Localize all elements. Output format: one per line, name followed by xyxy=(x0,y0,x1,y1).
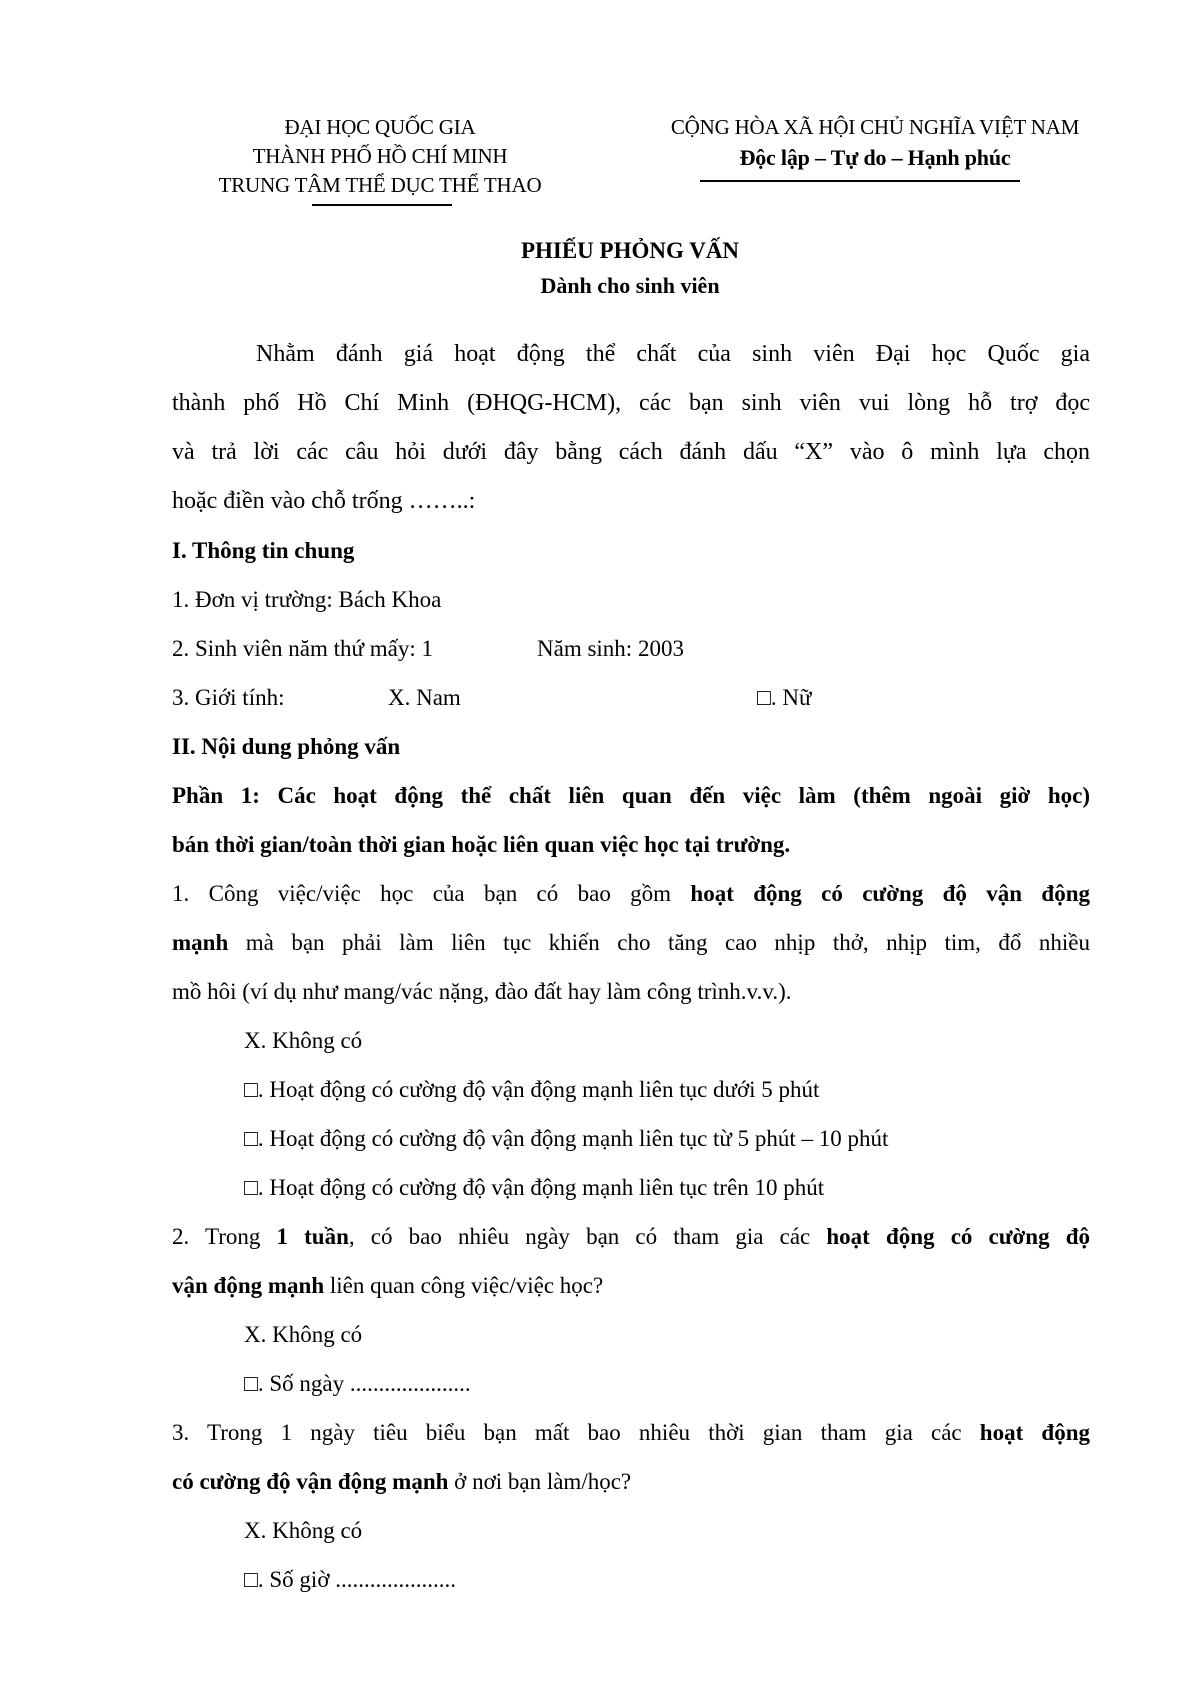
intro-line: hoặc điền vào chỗ trống ……..: xyxy=(172,488,476,514)
q1-option-5-to-10[interactable]: □. Hoạt động có cường độ vận động mạnh liên tục từ 5 phút – 10 phút xyxy=(244,1126,889,1151)
field-gender xyxy=(172,673,1090,722)
question-2-line xyxy=(172,1261,1090,1310)
q3-option-hours[interactable]: □. Số giờ ..................... xyxy=(244,1567,456,1592)
q2-option-none[interactable]: X. Không có xyxy=(244,1322,363,1347)
national-motto: Độc lập – Tự do – Hạnh phúc xyxy=(739,145,1011,170)
q1-option-over-10[interactable]: □. Hoạt động có cường độ vận động mạnh liên tục trên 10 phút xyxy=(244,1175,825,1200)
part1-heading-line: bán thời gian/toàn thời gian hoặc liên quan việc học tại trường. xyxy=(172,832,791,857)
header-right-underline xyxy=(700,180,1020,182)
question-3-line xyxy=(172,1457,1090,1506)
q1-text: mà bạn phải làm liên tục khiến cho tăng cao nhịp thở, nhịp tim, đổ nhiều xyxy=(228,930,1090,955)
form-subtitle: Dành cho sinh viên xyxy=(540,273,720,298)
header-left-underline xyxy=(312,204,452,206)
question-1-line: mồ hôi (ví dụ như mang/vác nặng, đào đất hay làm công trình.v.v.). xyxy=(172,979,792,1004)
q2-text: liên quan công việc/việc học? xyxy=(324,1273,604,1298)
intro-line: thành phố Hồ Chí Minh (ĐHQG-HCM), các bạn sinh viên vui lòng hỗ trợ đọc xyxy=(172,390,1090,416)
q3-emphasis: có cường độ vận động mạnh xyxy=(172,1469,449,1494)
university-name: ĐẠI HỌC QUỐC GIA xyxy=(284,115,476,139)
section-heading-interview-content: II. Nội dung phỏng vấn xyxy=(172,734,401,759)
field-year-of-study xyxy=(172,624,1090,673)
form-title: PHIẾU PHỎNG VẤN xyxy=(520,238,740,263)
question-2-line xyxy=(172,1212,1090,1261)
q2-emphasis: hoạt động có cường độ xyxy=(826,1224,1091,1249)
field-school-unit: 1. Đơn vị trường: Bách Khoa xyxy=(172,587,442,612)
q3-option-none[interactable]: X. Không có xyxy=(244,1518,363,1543)
intro-line: và trả lời các câu hỏi dưới đây bằng cách đánh dấu “X” vào ô mình lựa chọn xyxy=(172,439,1090,465)
year-of-study-text: 2. Sinh viên năm thứ mấy: 1 xyxy=(172,636,433,661)
city-name: THÀNH PHỐ HỒ CHÍ MINH xyxy=(252,144,508,168)
question-3-line xyxy=(172,1408,1090,1457)
q2-option-days[interactable]: □. Số ngày ..................... xyxy=(244,1371,471,1396)
q2-emphasis: vận động mạnh xyxy=(172,1273,325,1298)
gender-option-male[interactable]: X. Nam xyxy=(388,685,461,710)
q2-text: 2. Trong xyxy=(172,1224,277,1249)
q3-text: 3. Trong 1 ngày tiêu biểu bạn mất bao nhiêu thời gian tham gia các xyxy=(172,1420,980,1445)
question-1-line xyxy=(172,918,1090,967)
section-heading-general-info: I. Thông tin chung xyxy=(172,538,355,563)
intro-line: Nhằm đánh giá hoạt động thể chất của sinh viên Đại học Quốc gia xyxy=(256,341,1090,367)
q1-text: 1. Công việc/việc học của bạn có bao gồm xyxy=(172,881,691,906)
national-header xyxy=(625,113,1125,172)
q1-option-under-5[interactable]: □. Hoạt động có cường độ vận động mạnh liên tục dưới 5 phút xyxy=(244,1077,820,1102)
gender-label: 3. Giới tính: xyxy=(172,685,285,710)
institution-header xyxy=(170,113,590,200)
form-body xyxy=(172,330,1090,1604)
q3-text: ở nơi bạn làm/học? xyxy=(448,1469,632,1494)
q1-option-none[interactable]: X. Không có xyxy=(244,1028,363,1053)
q1-emphasis: hoạt động có cường độ vận động xyxy=(690,881,1090,906)
q2-text: , có bao nhiêu ngày bạn có tham gia các xyxy=(348,1224,827,1249)
q3-emphasis: hoạt động xyxy=(979,1420,1090,1445)
intro-paragraph xyxy=(172,330,1090,526)
gender-option-female[interactable]: □. Nữ xyxy=(757,685,812,710)
center-name: TRUNG TÂM THỂ DỤC THỂ THAO xyxy=(218,173,542,197)
question-1-line xyxy=(172,869,1090,918)
country-name: CỘNG HÒA XÃ HỘI CHỦ NGHĨA VIỆT NAM xyxy=(670,115,1080,139)
birth-year-text: Năm sinh: 2003 xyxy=(537,636,684,661)
q2-emphasis: 1 tuần xyxy=(276,1224,349,1249)
q1-emphasis: mạnh xyxy=(172,930,229,955)
part1-heading-line: Phần 1: Các hoạt động thể chất liên quan đến việc làm (thêm ngoài giờ học) xyxy=(172,783,1090,808)
